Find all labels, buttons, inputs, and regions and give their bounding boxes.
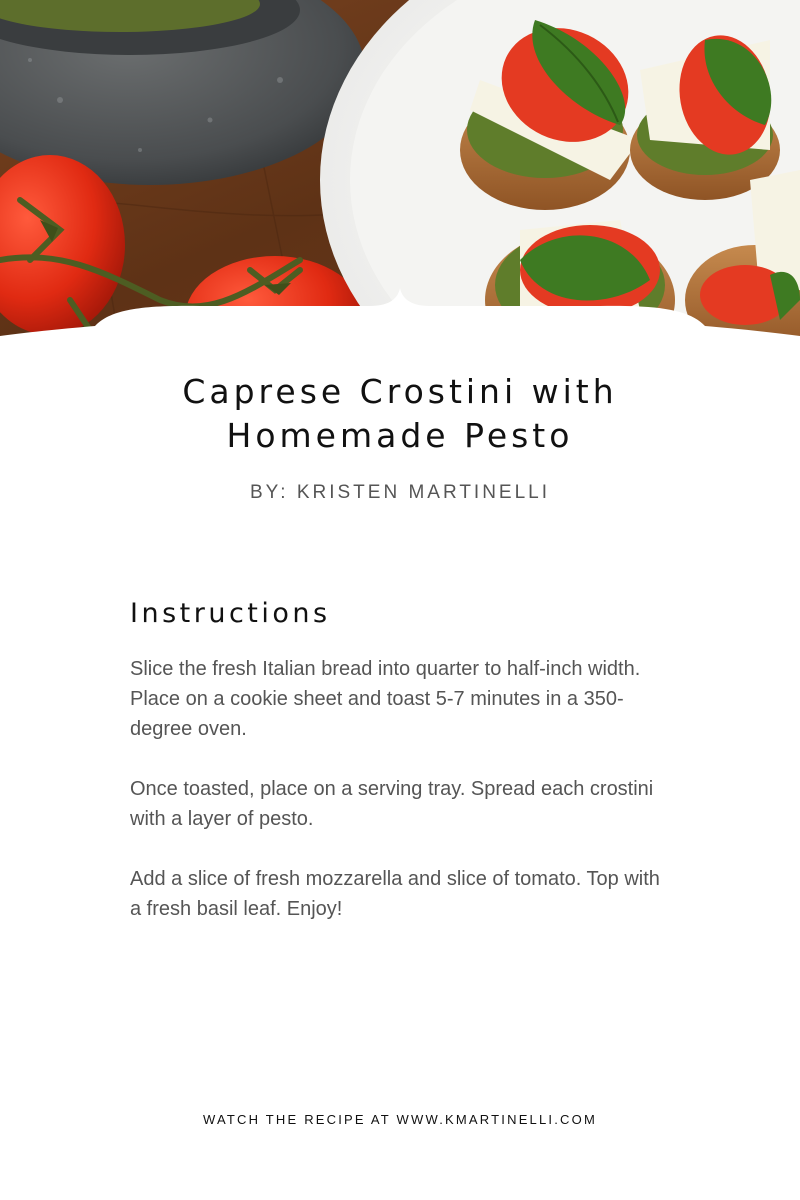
instruction-step-2: Once toasted, place on a serving tray. Spread each crostini with a layer of pesto. bbox=[130, 778, 654, 830]
recipe-title bbox=[0, 370, 800, 458]
recipe-title-line-2: Homemade Pesto bbox=[226, 416, 574, 455]
instructions-heading: Instructions bbox=[130, 598, 331, 629]
instructions-steps bbox=[130, 654, 675, 954]
footer-recipe-link[interactable]: WATCH THE RECIPE AT WWW.KMARTINELLI.COM bbox=[203, 1112, 597, 1127]
instruction-step-3: Add a slice of fresh mozzarella and slice of tomato. Top with a fresh basil leaf. Enjoy! bbox=[130, 868, 660, 920]
author-byline: BY: KRISTEN MARTINELLI bbox=[249, 482, 551, 503]
hero-photo bbox=[0, 0, 800, 345]
instruction-step-1: Slice the fresh Italian bread into quarter to half-inch width. Place on a cookie sheet and toast 5-7 minutes in a 350-degree oven. bbox=[130, 658, 641, 740]
recipe-title-line-1: Caprese Crostini with bbox=[182, 372, 618, 411]
